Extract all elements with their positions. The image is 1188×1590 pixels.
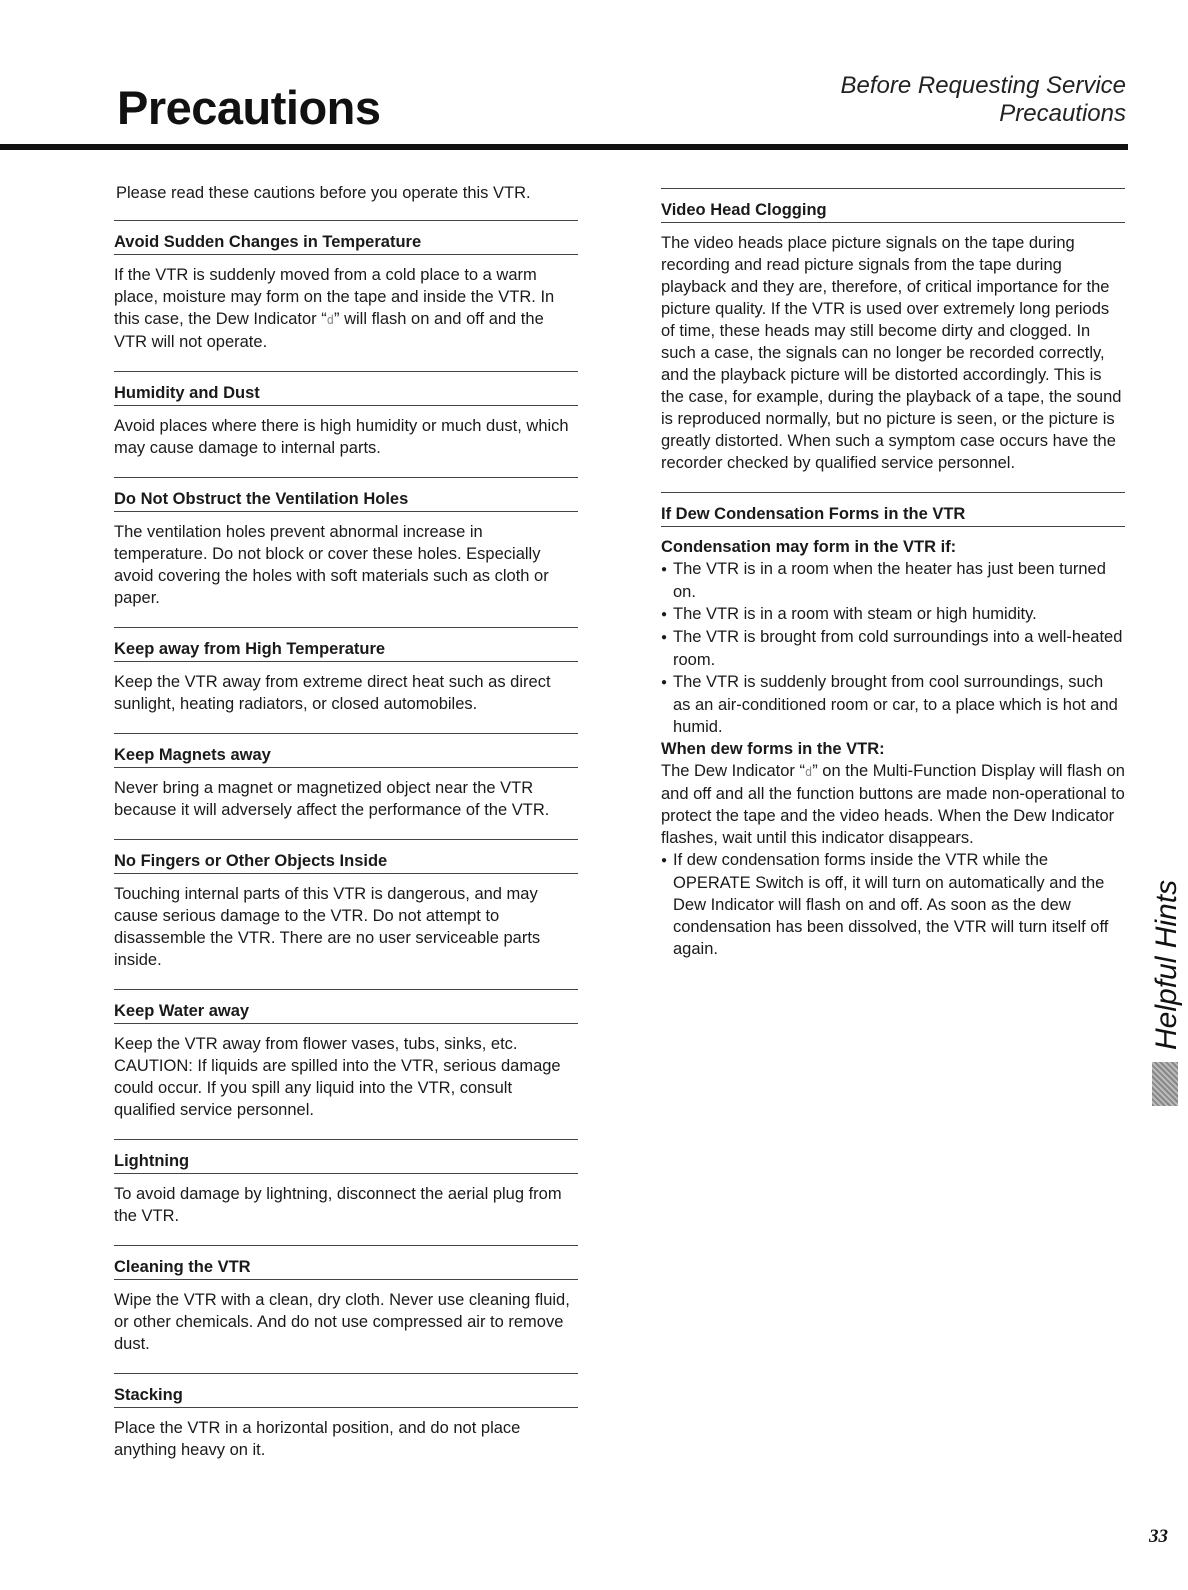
subheading-when-dew: When dew forms in the VTR: bbox=[661, 740, 885, 758]
list-item: ● The VTR is suddenly brought from cool surroundings, such as an air-conditioned room or car, to a place which is hot and humid. bbox=[661, 671, 1125, 738]
section-heading: Lightning bbox=[114, 1139, 578, 1174]
list-item: ● The VTR is brought from cold surroundings into a well-heated room. bbox=[661, 626, 1125, 671]
section-heading: Keep away from High Temperature bbox=[114, 627, 578, 662]
section-heading: Keep Magnets away bbox=[114, 733, 578, 768]
section-heading: No Fingers or Other Objects Inside bbox=[114, 839, 578, 874]
section-head-clogging bbox=[661, 188, 1125, 474]
section-heading: Do Not Obstruct the Ventilation Holes bbox=[114, 477, 578, 512]
section-body bbox=[114, 264, 578, 353]
side-tab-label: Helpful Hints bbox=[1150, 879, 1183, 1050]
section-high-temperature bbox=[114, 627, 578, 715]
section-body: Wipe the VTR with a clean, dry cloth. Never use cleaning fluid, or other chemicals. And do not use compressed air to remove dust. bbox=[114, 1291, 570, 1353]
section-body: Keep the VTR away from flower vases, tubs, sinks, etc. CAUTION: If liquids are spilled into the VTR, serious damage could occur. If you spill any liquid into the VTR, consult qualified service personnel. bbox=[114, 1035, 561, 1119]
section-humidity-dust bbox=[114, 371, 578, 459]
header-rule bbox=[0, 144, 1128, 150]
section-body: Keep the VTR away from extreme direct heat such as direct sunlight, heating radiators, or closed automobiles. bbox=[114, 673, 551, 713]
section-dew-condensation bbox=[661, 492, 1125, 960]
section-ventilation bbox=[114, 477, 578, 609]
breadcrumb-section: Before Requesting Service bbox=[840, 72, 1126, 99]
section-body: Touching internal parts of this VTR is dangerous, and may cause serious damage to the VTR. Do not attempt to disassemble the VTR. There are no user serviceable parts inside. bbox=[114, 885, 541, 969]
page-number: 33 bbox=[1149, 1526, 1168, 1547]
side-tab-marker bbox=[1152, 1062, 1178, 1106]
section-heading: Avoid Sudden Changes in Temperature bbox=[114, 220, 578, 255]
dew-note-list bbox=[661, 849, 1125, 960]
section-body: To avoid damage by lightning, disconnect the aerial plug from the VTR. bbox=[114, 1185, 562, 1225]
section-body: The video heads place picture signals on the tape during recording and read picture signals from the tape during playback and they are, therefore, of critical importance for the picture quality. If the VTR is used over extremely long periods of time, these heads may still become dirty and clogged. In such a case, the signals can no longer be recorded correctly, and the playback picture will be distorted accordingly. This is the case, for example, during the playback of a tape, the sound is reproduced normally, but no picture is seen, or the picture is greatly distorted. When such a symptom case occurs have the recorder checked by qualified service personnel. bbox=[661, 234, 1122, 472]
section-body bbox=[661, 760, 1125, 849]
section-heading: If Dew Condensation Forms in the VTR bbox=[661, 492, 1125, 527]
body-text: If the VTR is suddenly moved from a cold place to a warm place, moisture may form on the tape and inside the VTR. In this case, the Dew Indicator “ bbox=[114, 266, 555, 328]
section-fingers-objects bbox=[114, 839, 578, 971]
section-heading: Keep Water away bbox=[114, 989, 578, 1024]
section-body: Place the VTR in a horizontal position, and do not place anything heavy on it. bbox=[114, 1419, 521, 1459]
section-stacking bbox=[114, 1373, 578, 1461]
dew-indicator-icon: d bbox=[326, 313, 334, 327]
list-item: ● The VTR is in a room with steam or high humidity. bbox=[661, 603, 1125, 626]
section-water bbox=[114, 989, 578, 1121]
body-text: The Dew Indicator “ bbox=[661, 762, 805, 780]
section-lightning bbox=[114, 1139, 578, 1227]
right-column bbox=[661, 182, 1125, 978]
breadcrumb-page: Precautions bbox=[999, 100, 1126, 127]
section-heading: Humidity and Dust bbox=[114, 371, 578, 406]
dew-indicator-icon: d bbox=[804, 765, 813, 779]
section-heading: Video Head Clogging bbox=[661, 188, 1125, 223]
intro-text: Please read these cautions before you operate this VTR. bbox=[116, 184, 531, 202]
condition-list bbox=[661, 558, 1125, 738]
section-body: Avoid places where there is high humidity or much dust, which may cause damage to internal parts. bbox=[114, 417, 569, 457]
section-magnets bbox=[114, 733, 578, 821]
section-body: Never bring a magnet or magnetized object near the VTR because it will adversely affect the performance of the VTR. bbox=[114, 779, 550, 819]
left-column bbox=[114, 182, 578, 1479]
section-cleaning bbox=[114, 1245, 578, 1355]
body-text: ” will flash on and off and the VTR will not operate. bbox=[114, 310, 544, 351]
page-title: Precautions bbox=[117, 81, 381, 134]
section-heading: Stacking bbox=[114, 1373, 578, 1408]
breadcrumb bbox=[841, 72, 1127, 128]
body-text: ” on the Multi-Function Display will flash on and off and all the function buttons are made non-operational to protect the tape and the video heads. When the Dew Indicator flashes, wait until this indicator disappears. bbox=[661, 762, 1125, 847]
list-item: ● The VTR is in a room when the heater has just been turned on. bbox=[661, 558, 1125, 603]
section-body: The ventilation holes prevent abnormal increase in temperature. Do not block or cover these holes. Especially avoid covering the holes with soft materials such as cloth or paper. bbox=[114, 523, 549, 607]
list-item: ● If dew condensation forms inside the VTR while the OPERATE Switch is off, it will turn on automatically and the Dew Indicator will flash on and off. As soon as the dew condensation has been dissolved, the VTR will turn itself off again. bbox=[661, 849, 1125, 960]
subheading-conditions: Condensation may form in the VTR if: bbox=[661, 538, 957, 556]
section-heading: Cleaning the VTR bbox=[114, 1245, 578, 1280]
section-temperature-changes bbox=[114, 220, 578, 353]
